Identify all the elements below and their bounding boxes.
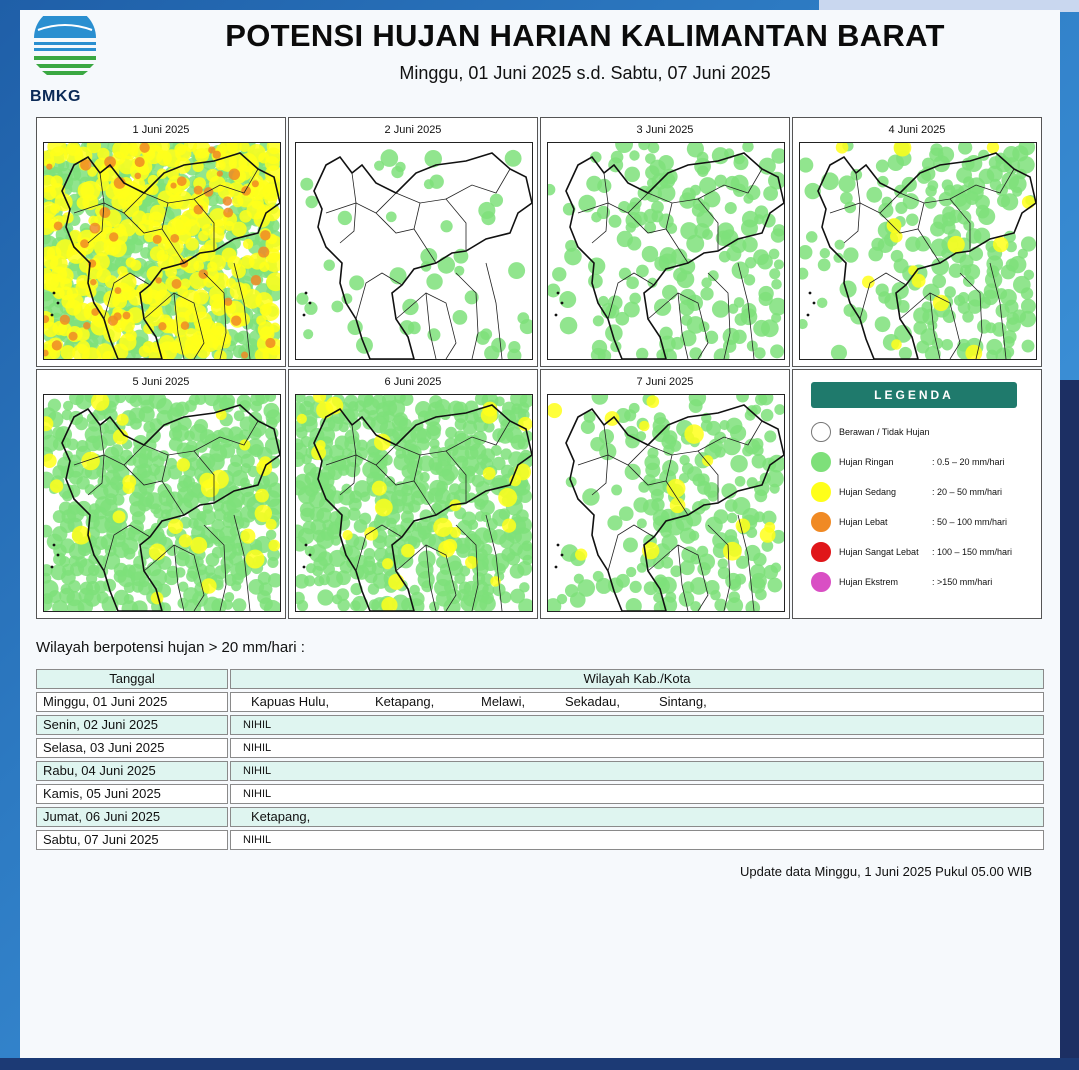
legend-range: : 0.5 – 20 mm/hari <box>932 457 1005 467</box>
table-row <box>36 714 1044 737</box>
rain-map <box>547 142 785 360</box>
table-header-date: Tanggal <box>36 669 228 689</box>
table-cell-areas <box>230 807 1044 827</box>
legend-name: Berawan / Tidak Hujan <box>839 427 930 437</box>
legend-range: : 100 – 150 mm/hari <box>932 547 1013 557</box>
legend-swatch <box>811 572 831 592</box>
legend-title: LEGENDA <box>811 382 1017 408</box>
map-date-label: 5 Juni 2025 <box>132 376 190 388</box>
map-panel-5 <box>36 369 286 619</box>
legend-range: : >150 mm/hari <box>932 577 993 587</box>
table-header-area: Wilayah Kab./Kota <box>230 669 1044 689</box>
table-row <box>36 760 1044 783</box>
table-cell-date: Selasa, 03 Juni 2025 <box>36 738 228 758</box>
area-name: Melawi, <box>481 694 526 709</box>
legend-range: : 50 – 100 mm/hari <box>932 517 1008 527</box>
table-cell-date: Minggu, 01 Juni 2025 <box>36 692 228 712</box>
map-date-label: 6 Juni 2025 <box>384 376 442 388</box>
rain-map-graphic <box>548 395 784 611</box>
map-date-label: 3 Juni 2025 <box>636 124 694 136</box>
table-cell-date: Sabtu, 07 Juni 2025 <box>36 830 228 850</box>
legend-swatch <box>811 482 831 502</box>
legend-item-very-heavy-rain <box>811 542 1041 564</box>
area-name: Ketapang, <box>375 694 435 709</box>
legend-swatch <box>811 452 831 472</box>
legend-item-extreme-rain <box>811 572 1041 594</box>
legend-item-moderate-rain <box>811 482 1041 504</box>
update-note: Update data Minggu, 1 Juni 2025 Pukul 05.00 WIB <box>740 864 1032 879</box>
rain-map-graphic <box>800 143 1036 359</box>
legend-name: Hujan Ekstrem <box>839 577 899 587</box>
bmkg-logo-icon <box>30 16 100 88</box>
map-panel-6 <box>288 369 538 619</box>
table-cell-areas <box>230 738 1044 758</box>
rain-map-graphic <box>296 143 532 359</box>
table-row <box>36 737 1044 760</box>
area-name: NIHIL <box>243 719 272 731</box>
map-panel-3 <box>540 117 790 367</box>
table-cell-areas <box>230 784 1044 804</box>
logo-text: BMKG <box>30 88 81 105</box>
rain-map <box>43 142 281 360</box>
map-panel-4 <box>792 117 1042 367</box>
area-name: NIHIL <box>243 834 272 846</box>
legend-name: Hujan Sedang <box>839 487 897 497</box>
section-heading: Wilayah berpotensi hujan > 20 mm/hari : <box>36 639 305 656</box>
legend-item-light-rain <box>811 452 1041 474</box>
area-name: Sintang, <box>659 694 707 709</box>
area-name: NIHIL <box>243 742 272 754</box>
area-name: NIHIL <box>243 765 272 777</box>
table-cell-areas <box>230 692 1044 712</box>
area-name: NIHIL <box>243 788 272 800</box>
rain-area-table <box>36 668 1044 852</box>
rain-map <box>547 394 785 612</box>
legend-name: Hujan Ringan <box>839 457 894 467</box>
rain-map <box>295 394 533 612</box>
table-body <box>36 691 1044 852</box>
table-cell-date: Jumat, 06 Juni 2025 <box>36 807 228 827</box>
map-date-label: 7 Juni 2025 <box>636 376 694 388</box>
table-header-row <box>36 668 1044 691</box>
rain-map-graphic <box>548 143 784 359</box>
rain-map <box>43 394 281 612</box>
rain-map-graphic <box>296 395 532 611</box>
table-cell-areas <box>230 761 1044 781</box>
map-date-label: 2 Juni 2025 <box>384 124 442 136</box>
page-subtitle: Minggu, 01 Juni 2025 s.d. Sabtu, 07 Juni 2025 <box>399 63 771 83</box>
map-panel-7 <box>540 369 790 619</box>
table-cell-date: Senin, 02 Juni 2025 <box>36 715 228 735</box>
table-cell-date: Rabu, 04 Juni 2025 <box>36 761 228 781</box>
map-panel-1 <box>36 117 286 367</box>
rain-map <box>295 142 533 360</box>
rain-map-graphic <box>44 395 280 611</box>
area-name: Ketapang, <box>251 809 311 824</box>
table-cell-date: Kamis, 05 Juni 2025 <box>36 784 228 804</box>
area-name: Kapuas Hulu, <box>251 694 330 709</box>
table-cell-areas <box>230 715 1044 735</box>
map-date-label: 1 Juni 2025 <box>132 124 190 136</box>
table-row <box>36 691 1044 714</box>
map-panel-2 <box>288 117 538 367</box>
legend-name: Hujan Sangat Lebat <box>839 547 919 557</box>
legend-name: Hujan Lebat <box>839 517 888 527</box>
legend-swatch <box>811 542 831 562</box>
page-title: POTENSI HUJAN HARIAN KALIMANTAN BARAT <box>225 18 945 53</box>
table-cell-areas <box>230 830 1044 850</box>
table-row <box>36 829 1044 852</box>
table-row <box>36 783 1044 806</box>
rain-map <box>799 142 1037 360</box>
legend-panel <box>792 369 1042 619</box>
legend-swatch <box>811 512 831 532</box>
legend-item-no-rain <box>811 422 1041 444</box>
forecast-sheet <box>20 10 1060 1058</box>
map-grid <box>36 117 1044 620</box>
legend-item-heavy-rain <box>811 512 1041 534</box>
legend-range: : 20 – 50 mm/hari <box>932 487 1003 497</box>
area-name: Sekadau, <box>565 694 620 709</box>
background-accent-bottom <box>0 1058 1079 1070</box>
table-row <box>36 806 1044 829</box>
rain-map-graphic <box>44 143 280 359</box>
map-date-label: 4 Juni 2025 <box>888 124 946 136</box>
legend-swatch <box>811 422 831 442</box>
